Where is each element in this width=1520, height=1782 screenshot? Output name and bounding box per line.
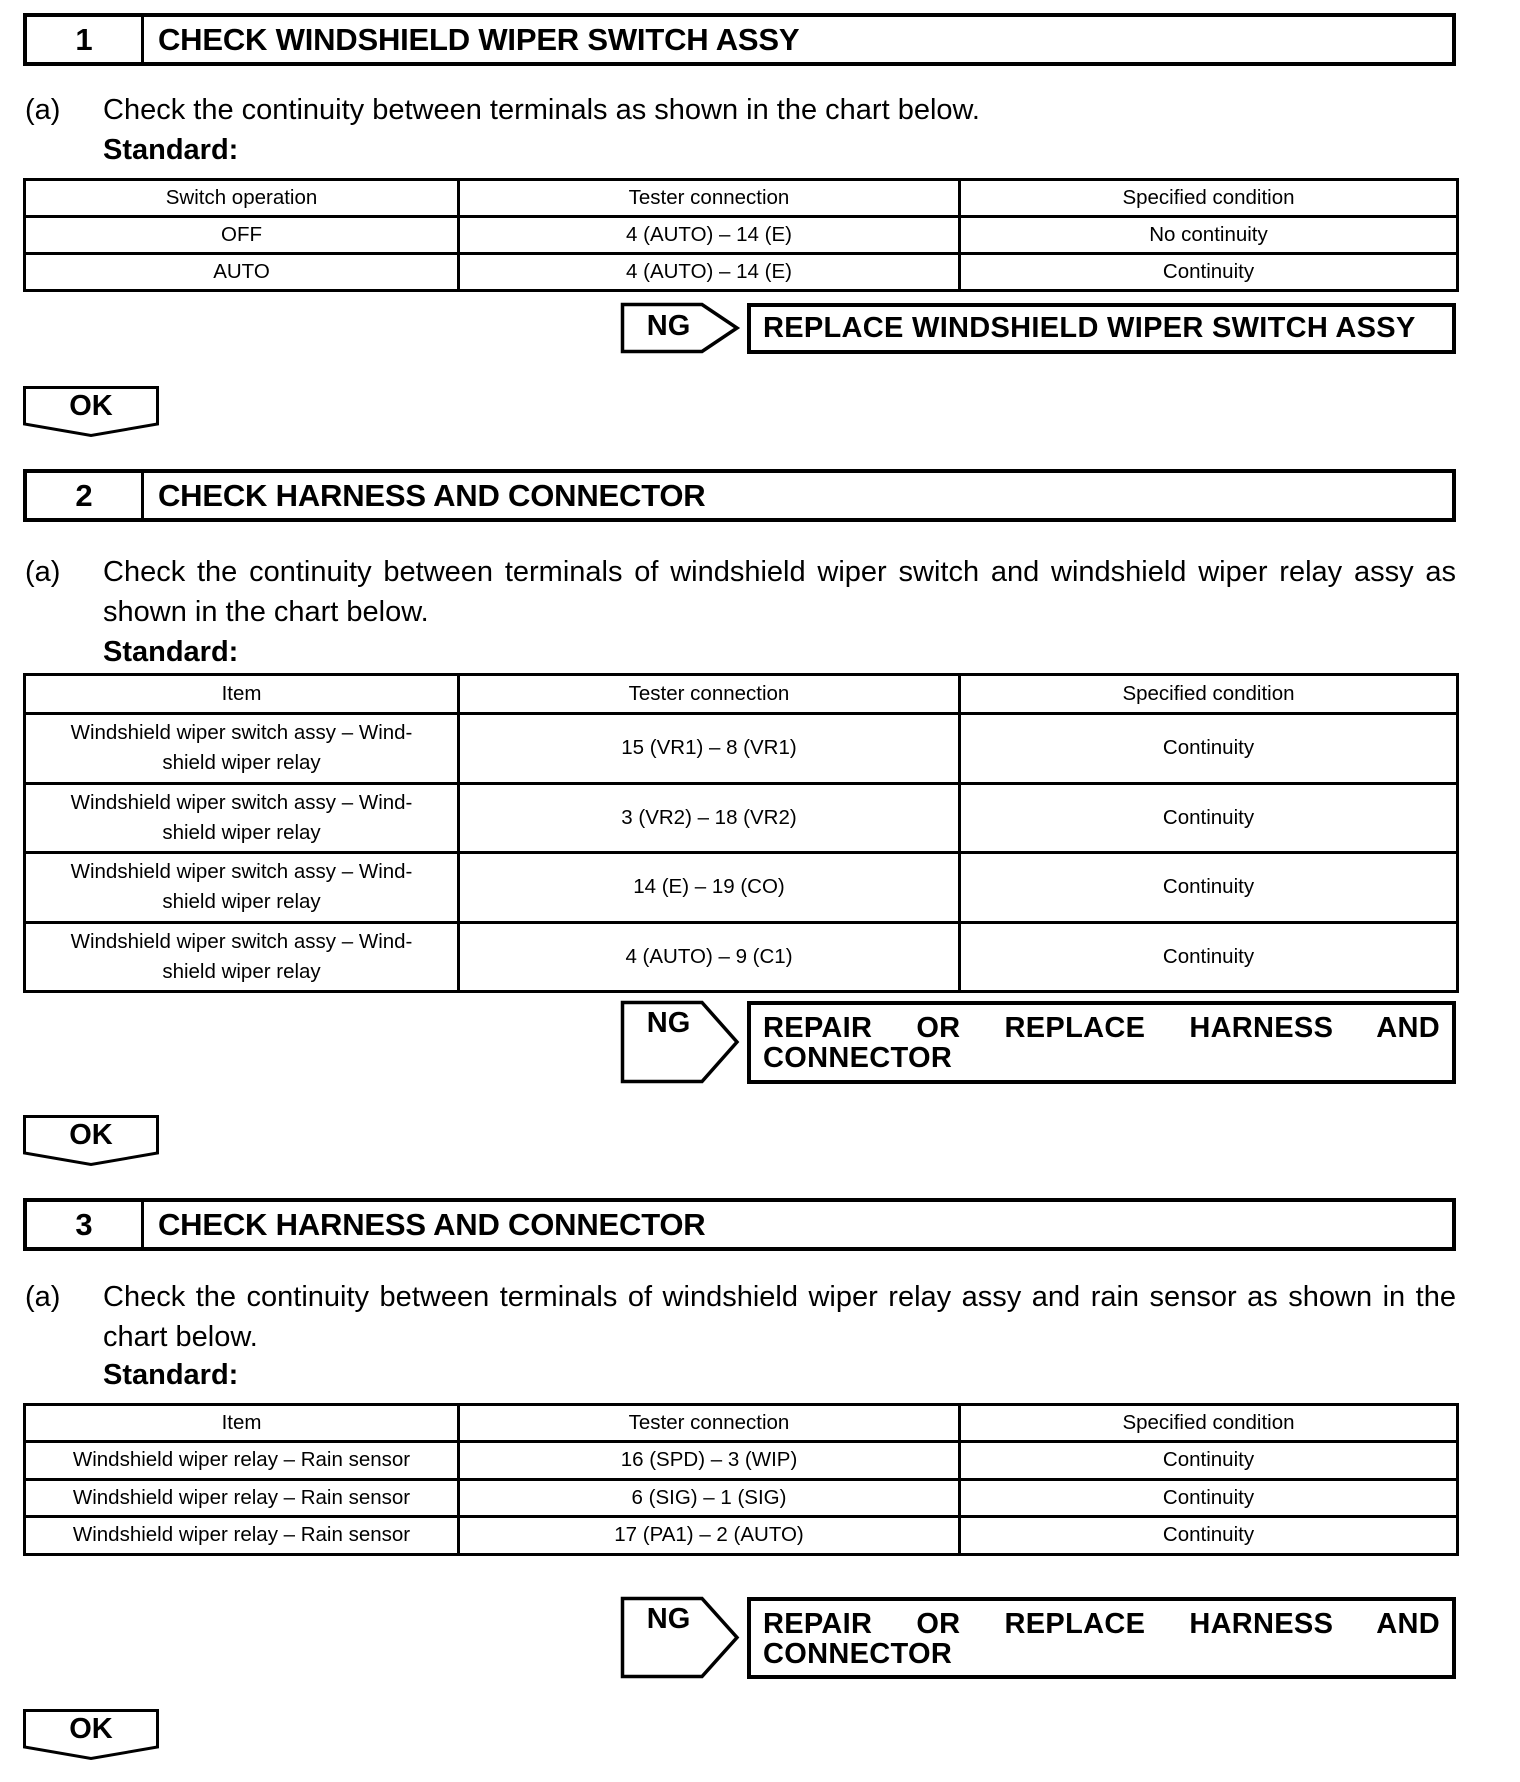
step-1-header: [23, 13, 1456, 66]
table-row: [25, 714, 1458, 784]
step-3-standard-table: [23, 1403, 1459, 1556]
step-title: CHECK HARNESS AND CONNECTOR: [158, 1206, 706, 1242]
item-line-1: Windshield wiper switch assy – Wind-: [70, 929, 413, 953]
table-row: [25, 1517, 1458, 1555]
standard-label: Standard:: [103, 636, 239, 668]
ng-branch-2[interactable]: [621, 1001, 741, 1083]
table-cell: Continuity: [960, 1442, 1458, 1480]
table-row: [25, 922, 1458, 992]
column-header: Specified condition: [960, 675, 1458, 714]
substep-label: (a): [25, 94, 61, 126]
step-number: 2: [27, 473, 144, 518]
table-header-row: [25, 1405, 1458, 1442]
table-cell: OFF: [25, 217, 459, 254]
table-cell: Continuity: [960, 1479, 1458, 1517]
table-cell: [25, 783, 459, 853]
item-line-1: Windshield wiper switch assy – Wind-: [70, 790, 413, 814]
step-1-instruction: [23, 90, 1456, 130]
ok-branch-1[interactable]: [23, 386, 159, 438]
table-cell: 4 (AUTO) – 14 (E): [459, 254, 960, 291]
table-cell: 17 (PA1) – 2 (AUTO): [459, 1517, 960, 1555]
step-number: 1: [27, 17, 144, 62]
ok-branch-2[interactable]: [23, 1115, 159, 1167]
substep-label: (a): [25, 556, 61, 588]
substep-label: (a): [25, 1281, 61, 1313]
column-header: Specified condition: [960, 1405, 1458, 1442]
instruction-text: Check the continuity between terminals of windshield wiper relay assy and rain sensor as shown in the chart below.: [103, 1281, 1456, 1353]
ok-label: OK: [69, 1713, 113, 1745]
step-title: CHECK HARNESS AND CONNECTOR: [158, 477, 706, 513]
column-header: Tester connection: [459, 675, 960, 714]
ok-label: OK: [69, 1119, 113, 1151]
standard-label: Standard:: [103, 1359, 239, 1391]
ng-action-box: REPAIR OR REPLACE HARNESS AND CONNECTOR: [747, 1001, 1456, 1084]
ok-branch-3[interactable]: [23, 1709, 159, 1761]
table-cell: [25, 922, 459, 992]
step-2-instruction: [23, 552, 1456, 632]
table-cell: 14 (E) – 19 (CO): [459, 853, 960, 923]
table-cell: Windshield wiper relay – Rain sensor: [25, 1517, 459, 1555]
table-cell: Windshield wiper relay – Rain sensor: [25, 1479, 459, 1517]
table-header-row: [25, 675, 1458, 714]
table-cell: Continuity: [960, 1517, 1458, 1555]
ng-branch-3[interactable]: [621, 1597, 741, 1678]
column-header: Item: [25, 1405, 459, 1442]
table-header-row: [25, 180, 1458, 217]
ng-action-box: REPLACE WINDSHIELD WIPER SWITCH ASSY: [747, 303, 1456, 354]
item-line-2: shield wiper relay: [162, 751, 321, 775]
table-cell: Continuity: [960, 254, 1458, 291]
step-number: 3: [27, 1202, 144, 1247]
step-title: CHECK WINDSHIELD WIPER SWITCH ASSY: [158, 21, 800, 57]
table-row: [25, 783, 1458, 853]
step-3-instruction: [23, 1277, 1456, 1357]
table-row: [25, 217, 1458, 254]
ng-action-box: REPAIR OR REPLACE HARNESS AND CONNECTOR: [747, 1597, 1456, 1679]
column-header: Tester connection: [459, 180, 960, 217]
table-cell: 15 (VR1) – 8 (VR1): [459, 714, 960, 784]
item-line-2: shield wiper relay: [162, 890, 321, 914]
table-cell: 4 (AUTO) – 9 (C1): [459, 922, 960, 992]
table-cell: Continuity: [960, 783, 1458, 853]
column-header: Item: [25, 675, 459, 714]
ng-label: NG: [646, 310, 691, 342]
table-cell: Windshield wiper relay – Rain sensor: [25, 1442, 459, 1480]
table-row: [25, 1479, 1458, 1517]
instruction-text: Check the continuity between terminals of windshield wiper switch and windshield wiper relay assy as shown in the chart below.: [103, 556, 1456, 628]
table-cell: 3 (VR2) – 18 (VR2): [459, 783, 960, 853]
ng-label: NG: [646, 1603, 691, 1635]
table-row: [25, 853, 1458, 923]
table-cell: AUTO: [25, 254, 459, 291]
table-cell: [25, 853, 459, 923]
ng-branch-1[interactable]: [621, 303, 741, 353]
item-line-2: shield wiper relay: [162, 959, 321, 983]
column-header: Specified condition: [960, 180, 1458, 217]
ok-label: OK: [69, 390, 113, 422]
table-cell: No continuity: [960, 217, 1458, 254]
step-3-header: [23, 1198, 1456, 1251]
table-cell: 6 (SIG) – 1 (SIG): [459, 1479, 960, 1517]
step-1-standard-table: [23, 178, 1459, 292]
item-line-2: shield wiper relay: [162, 820, 321, 844]
table-cell: 16 (SPD) – 3 (WIP): [459, 1442, 960, 1480]
table-cell: Continuity: [960, 853, 1458, 923]
column-header: Tester connection: [459, 1405, 960, 1442]
instruction-text: Check the continuity between terminals as shown in the chart below.: [103, 94, 980, 126]
ng-label: NG: [646, 1007, 691, 1039]
item-line-1: Windshield wiper switch assy – Wind-: [70, 721, 413, 745]
table-row: [25, 254, 1458, 291]
table-cell: [25, 714, 459, 784]
step-2-standard-table: [23, 673, 1459, 993]
table-row: [25, 1442, 1458, 1480]
standard-label: Standard:: [103, 134, 239, 166]
table-cell: Continuity: [960, 922, 1458, 992]
table-cell: 4 (AUTO) – 14 (E): [459, 217, 960, 254]
item-line-1: Windshield wiper switch assy – Wind-: [70, 860, 413, 884]
step-2-header: [23, 469, 1456, 522]
column-header: Switch operation: [25, 180, 459, 217]
table-cell: Continuity: [960, 714, 1458, 784]
